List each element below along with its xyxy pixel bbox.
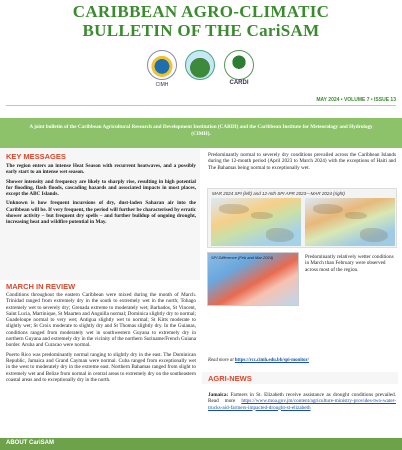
- key-messages-list: [6, 163, 196, 229]
- spi-maps-figure: [207, 188, 397, 248]
- spi-difference-text: Predominantly relatively wetter conditions in March than February were observed across most of the region.: [305, 254, 394, 273]
- spi-monitor-link[interactable]: https://rcc.cimh.edu.bb/spi-monitor/: [234, 358, 310, 363]
- spi-map-12-month: [305, 198, 395, 246]
- key-messages-heading: KEY MESSAGES: [6, 152, 66, 161]
- spi-difference-map: [207, 252, 299, 306]
- spi-maps-title: MAR 2024 SPI (left) and 12-mth SPI APR 2023—MAR 2024 (right): [212, 191, 345, 196]
- review-paragraph: Conditions throughout the eastern Caribbean were mixed during the month of March. Trinidad ranged from extremely dry in the south to extremely wet in the north; Tobago extremely wet to severely dry; Grenada extreme to moderately wet; Barbados, St Vincent, Saint Lucia, Martinique, St Maarten and Anguilla normal; Dominica slightly dry to normal; Guadeloupe normal to very wet; Antigua slightly wet to normal; St Kitts moderate to slightly wet; St Croix moderate to slightly dry and St Thomas slightly dry. In the Guianas, conditions ranged from moderately wet in southwestern Guyana to extremely dry in northern Guyana and extremely dry in the vicinity of the northern Suriname/French Guiana border. Aruba and Curacao were normal.: [6, 292, 196, 349]
- review-paragraph: Puerto Rico was predominantly normal ranging to slightly dry in the east. The Dominican Republic, Jamaica and Grand Cayman were normal. Cuba ranged from exceptionally wet in the west to moderately dry in the extreme east. Northern Bahamas ranged from slight to extremely wet and Belize from normal in central areas to extremely dry on the southeastern coastal areas and to exceptionally dry in the north.: [6, 351, 196, 383]
- bulletin-title-line2: BULLETIN OF THE CariSAM: [82, 21, 320, 40]
- agri-news-text: Farmers in St. Elizabeth receive assistance as drought conditions prevailed. Read more: [208, 392, 396, 405]
- cardi-logo-icon: [224, 50, 254, 80]
- about-carisam-footer: ABOUT CariSAM: [0, 438, 402, 450]
- read-more-prefix: Read more at: [208, 358, 234, 363]
- key-message-item: Unknown is how frequent incursions of dry, dust-laden Saharan air into the Caribbean will be. If very frequent, the period will further be characterised by erratic shower activity – but frequent dry spells – and further buildup of ongoing drought, increasing heat and wildfire potential in May.: [6, 200, 196, 226]
- bulletin-header: [0, 0, 402, 118]
- key-message-item: Shower intensity and frequency are likely to sharply rise, resulting in high potential for flooding, flash floods, cascading hazards and associated impacts in most places, except the ABC Islands.: [6, 178, 196, 198]
- cimh-logo-icon: [147, 50, 177, 80]
- cimh-logo-caption: CIMH: [155, 82, 169, 88]
- joint-bulletin-banner: A joint bulletin of the Caribbean Agricultural Research and Development Institution (CARDI) and the Caribbean Institute for Meteorology and Hydrology (CIMH).: [0, 118, 402, 148]
- march-review-body: [6, 292, 196, 386]
- carisam-logo-icon: [185, 50, 215, 80]
- spi-intro-text: Predominantly normal to severely dry conditions prevailed across the Caribbean Islands during the 12-month period (April 2023 to March 2024) with the exceptions of Haiti and The Bahamas being normal to exceptionally wet.: [208, 152, 396, 171]
- spi-map-march: [211, 198, 301, 246]
- issue-info: MAY 2024 • VOLUME 7 • ISSUE 13: [316, 97, 396, 103]
- agri-news-link[interactable]: https://www.moa.gov.jm/content/agriculture-ministry-provides-two-water-trucks-aid-farmers-impacted-drought-st-elizabeth: [208, 398, 396, 411]
- agri-news-body: [208, 392, 396, 411]
- header-divider: [6, 105, 396, 106]
- key-message-item: The region enters an intense Heat Season with recurrent heatwaves, and a possibly early start to an intense wet season.: [6, 163, 196, 176]
- agri-news-heading: AGRI-NEWS: [208, 374, 252, 383]
- spi-difference-title: SPI Difference (Feb and Mar 2024): [211, 255, 274, 260]
- agri-news-country: Jamaica:: [208, 392, 229, 398]
- march-review-heading: MARCH IN REVIEW: [6, 282, 76, 291]
- cardi-logo-caption: CARDI: [229, 80, 249, 86]
- spi-read-more: [208, 358, 398, 363]
- bulletin-title-line1: CARIBBEAN AGRO-CLIMATIC: [72, 2, 330, 21]
